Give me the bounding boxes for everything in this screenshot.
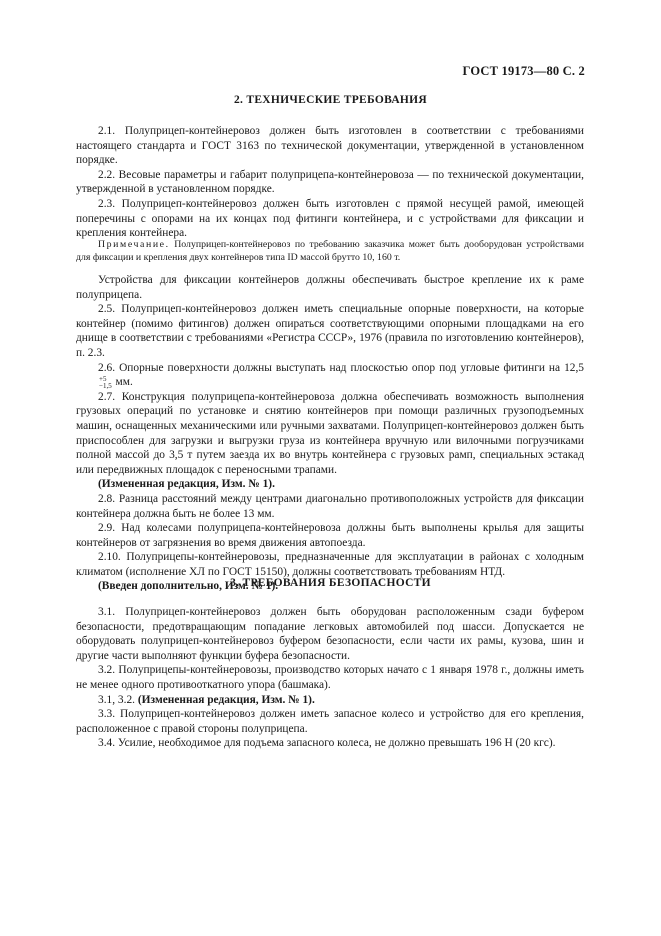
paragraph-2-8: 2.8. Разница расстояний между центрами диагонально противоположных устройств для фиксации контейнера должна быть не более 13 мм.: [76, 492, 584, 520]
paragraph-3-1: 3.1. Полуприцеп-контейнеровоз должен быть оборудован расположенным сзади буфером безопасности, предотвращающим попадание легковых автомобилей под шасси. Допускается не оборудовать полуприцеп-контейнеровоз буфером безопасности, если части их рамы, кузова, шин и другие части выполняют функции буфера безопасности.: [76, 606, 584, 662]
section-2-block-2: [76, 273, 584, 594]
paragraph-2-3: 2.3. Полуприцеп-контейнеровоз должен быть изготовлен с прямой несущей рамой, имеющей поперечины с опорами на их концах под фитинги контейнера, и с устройствами для фиксации и крепления контейнера.: [76, 197, 584, 240]
paragraph-2-10: 2.10. Полуприцепы-контейнеровозы, предназначенные для эксплуатации в районах с холодным климатом (исполнение ХЛ по ГОСТ 15150), должны соответствовать требованиям НТД.: [76, 551, 584, 578]
note-text: Полуприцеп-контейнеровоз по требованию заказчика может быть дооборудован устройствами для фиксации и крепления двух контейнеров типа ID массой брутто 10, 160 т.: [76, 239, 584, 263]
paragraph-3-1-3-2-amendment: (Измененная редакция, Изм. № 1).: [137, 693, 315, 706]
paragraph-3-1-3-2: [76, 693, 584, 708]
paragraph-2-5: 2.5. Полуприцеп-контейнеровоз должен иметь специальные опорные поверхности, на которые контейнер (помимо фитингов) должен опираться соответствующими опорными площадками на его днище в соответствии с требованиями «Регистра СССР», 1976 (правила по изготовлению контейнеров), п. 2.3.: [76, 303, 584, 359]
paragraph-2-2: 2.2. Весовые параметры и габарит полуприцепа-контейнеровоза — по технической документации, утвержденной в установленном порядке.: [76, 168, 584, 196]
paragraph-3-2: 3.2. Полуприцепы-контейнеровозы, производство которых начато с 1 января 1978 г., должны иметь не менее одного противооткатного упора (башмака).: [76, 664, 584, 691]
tolerance: [77, 376, 112, 390]
paragraph-2-4: Устройства для фиксации контейнеров должны обеспечивать быстрое крепление их к раме полуприцепа.: [76, 274, 584, 301]
addition-note: (Введен дополнительно, Изм. № 1).: [98, 580, 279, 593]
tolerance-lower: −1,5: [99, 381, 112, 390]
section-3-title: 3. ТРЕБОВАНИЯ БЕЗОПАСНОСТИ: [230, 577, 431, 589]
note-label: Примечание.: [98, 239, 170, 250]
amendment-note: (Измененная редакция, Изм. № 1).: [98, 478, 275, 491]
paragraph-2-9: 2.9. Над колесами полуприцепа-контейнеровоза должны быть выполнены крылья для защиты контейнеров от загрязнения во время движения автопоезда.: [76, 522, 584, 549]
section-2-title: 2. ТЕХНИЧЕСКИЕ ТРЕБОВАНИЯ: [233, 94, 428, 106]
section-2-block-1: [76, 124, 584, 241]
paragraph-3-4: 3.4. Усилие, необходимое для подъема запасного колеса, не должно превышать 196 Н (20 кгс).: [98, 737, 556, 750]
paragraph-2-1: 2.1. Полуприцеп-контейнеровоз должен быть изготовлен в соответствии с требованиями настоящего стандарта и ГОСТ 3163 по технической документации, утвержденной в установленном порядке.: [76, 125, 584, 167]
page-header: ГОСТ 19173—80 С. 2: [462, 64, 585, 78]
tolerance-upper: +5: [99, 374, 107, 383]
paragraph-3-1-3-2-prefix: 3.1, 3.2.: [98, 693, 138, 706]
paragraph-2-7: 2.7. Конструкция полуприцепа-контейнеровоза должна обеспечивать возможность выполнения грузовых операций по установке и снятию контейнеров при помощи различных грузоподъемных машин, оснащенных механическими или ручными захватами. Полуприцеп-контейнеровоз должен быть приспособлен для загрузки и выгрузки груза из контейнера вручную или вилочными погрузчиками полной массой до 3,5 т путем заезда их во внутрь контейнера с грузовых рамп, специальных эстакад или передвижных площадок с переносными трапами.: [76, 390, 584, 476]
note: [76, 238, 584, 264]
paragraph-2-6-text: 2.6. Опорные поверхности должны выступать над плоскостью опор под угловые фитинги на 12,5: [98, 361, 584, 374]
paragraph-2-6: [76, 361, 584, 390]
paragraph-2-6-unit: мм.: [112, 376, 133, 389]
note-block: [76, 238, 584, 264]
paragraph-3-3: 3.3. Полуприцеп-контейнеровоз должен иметь запасное колесо и устройство для его крепления, расположенное с правой стороны полуприцепа.: [76, 708, 584, 735]
section-3-block: [76, 605, 584, 751]
